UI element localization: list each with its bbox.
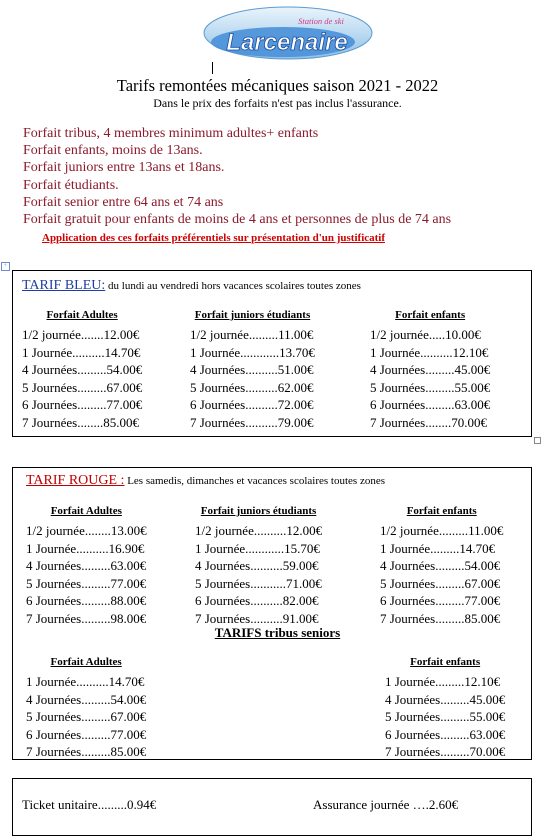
tarif-bleu-heading bbox=[22, 278, 361, 294]
column-header: Forfait Adultes bbox=[46, 309, 118, 321]
price-row: 1 Journée..........14.70€ bbox=[22, 344, 141, 360]
price-row: 4 Journées..........51.00€ bbox=[190, 362, 314, 377]
price-row: 5 Journées...........71.00€ bbox=[195, 575, 322, 591]
price-row: 1/2 journée........13.00€ bbox=[26, 523, 147, 538]
list-item: Forfait enfants, moins de 13ans. bbox=[23, 143, 203, 159]
tribus-enfants-column bbox=[385, 655, 505, 761]
list-item: Forfait senior entre 64 ans et 74 ans bbox=[23, 194, 224, 210]
list-item: Forfait tribus, 4 membres minimum adultes+ enfants bbox=[23, 126, 319, 141]
price-row: 5 Journées.........77.00€ bbox=[26, 575, 147, 591]
price-row: 4 Journées.........45.00€ bbox=[370, 362, 491, 377]
logo-top-text: Station de ski bbox=[298, 16, 344, 26]
price-row: 7 Journées........70.00€ bbox=[370, 414, 487, 430]
column-header: Forfait enfants bbox=[410, 656, 481, 668]
rouge-enfants-column bbox=[380, 504, 503, 627]
bleu-adultes-column bbox=[22, 308, 142, 431]
price-row: 1 Journée..........14.70€ bbox=[26, 674, 145, 689]
larcenaire-logo bbox=[203, 6, 373, 60]
assurance-journee: Assurance journée ….2.60€ bbox=[313, 797, 459, 812]
rouge-adultes-column bbox=[26, 504, 147, 627]
price-row: 1 Journée.........14.70€ bbox=[380, 540, 496, 556]
price-row: 6 Journées.........63.00€ bbox=[385, 726, 506, 742]
tarif-bleu-name: TARIF BLEU: bbox=[22, 278, 106, 293]
ticket-unitaire: Ticket unitaire.........0.94€ bbox=[22, 797, 157, 812]
column-header: Forfait enfants bbox=[406, 505, 477, 517]
table-move-handle-icon[interactable]: + bbox=[1, 262, 10, 271]
price-row: 7 Journées.........85.00€ bbox=[26, 744, 147, 759]
price-row: 6 Journées..........72.00€ bbox=[190, 397, 314, 412]
price-row: 5 Journées.........55.00€ bbox=[385, 709, 506, 724]
tribus-seniors-title: TARIFS tribus seniors bbox=[214, 625, 341, 640]
price-row: 7 Journées.........70.00€ bbox=[385, 744, 506, 759]
price-row: 5 Journées.........55.00€ bbox=[370, 379, 491, 395]
list-item: Forfait juniors entre 13ans et 18ans. bbox=[23, 160, 225, 176]
logo-name: Larcenaire bbox=[226, 29, 348, 56]
rouge-juniors-column bbox=[195, 504, 322, 627]
bleu-enfants-column bbox=[370, 308, 490, 431]
list-item: Forfait gratuit pour enfants de moins de 4 ans et personnes de plus de 74 ans bbox=[23, 212, 452, 228]
price-row: 1/2 journée.........11.00€ bbox=[380, 523, 504, 538]
price-row: 1/2 journée.....10.00€ bbox=[370, 327, 481, 342]
price-row: 6 Journées.........63.00€ bbox=[370, 397, 491, 412]
bleu-juniors-column bbox=[190, 308, 315, 431]
price-row: 1 Journée..........12.10€ bbox=[370, 344, 489, 360]
price-row: 7 Journées.........98.00€ bbox=[26, 610, 147, 626]
page-subtitle: Dans le prix des forfaits n'est pas inclus l'assurance. bbox=[153, 96, 402, 110]
price-row: 5 Journées.........67.00€ bbox=[380, 575, 501, 591]
price-row: 4 Journées..........59.00€ bbox=[195, 558, 319, 573]
price-row: 6 Journées.........77.00€ bbox=[22, 397, 143, 412]
price-row: 6 Journées..........82.00€ bbox=[195, 593, 319, 608]
price-row: 1 Journée............15.70€ bbox=[195, 540, 320, 556]
tarif-rouge-heading bbox=[26, 473, 385, 489]
price-row: 4 Journées.........54.00€ bbox=[22, 362, 143, 377]
price-row: 5 Journées..........62.00€ bbox=[190, 379, 314, 395]
tarif-rouge-description: Les samedis, dimanches et vacances scolaires toutes zones bbox=[127, 475, 385, 487]
price-row: 7 Journées.........85.00€ bbox=[380, 610, 501, 626]
column-header: Forfait juniors étudiants bbox=[194, 309, 311, 321]
column-header: Forfait enfants bbox=[395, 309, 466, 321]
justificatif-note: Application des ces forfaits préférentiels sur présentation d'un justificatif bbox=[42, 232, 386, 244]
price-row: 5 Journées.........67.00€ bbox=[26, 709, 147, 724]
price-row: 1/2 journée.........11.00€ bbox=[190, 327, 314, 342]
text-cursor bbox=[212, 62, 213, 74]
price-row: 4 Journées.........54.00€ bbox=[380, 558, 501, 573]
forfaits-list bbox=[23, 125, 451, 228]
price-row: 1/2 journée..........12.00€ bbox=[195, 523, 323, 538]
tribus-adultes-column bbox=[26, 655, 146, 761]
price-row: 6 Journées.........77.00€ bbox=[380, 593, 501, 608]
list-item: Forfait étudiants. bbox=[23, 177, 119, 193]
resize-handle[interactable] bbox=[534, 437, 541, 444]
price-row: 6 Journées.........88.00€ bbox=[26, 593, 147, 608]
price-row: 4 Journées.........63.00€ bbox=[26, 558, 147, 573]
price-row: 1 Journée..........16.90€ bbox=[26, 540, 145, 556]
column-header: Forfait juniors étudiants bbox=[200, 505, 317, 517]
price-row: 7 Journées..........91.00€ bbox=[195, 610, 319, 626]
price-row: 4 Journées.........45.00€ bbox=[385, 691, 506, 707]
tarif-bleu-description: du lundi au vendredi hors vacances scolaires toutes zones bbox=[108, 280, 361, 292]
price-row: 1 Journée.........12.10€ bbox=[385, 674, 501, 689]
page-title: Tarifs remontées mécaniques saison 2021 - 2022 bbox=[116, 76, 439, 95]
price-row: 7 Journées..........79.00€ bbox=[190, 414, 314, 430]
column-header: Forfait Adultes bbox=[50, 656, 122, 668]
price-row: 1 Journée............13.70€ bbox=[190, 344, 315, 360]
price-row: 7 Journées........85.00€ bbox=[22, 414, 139, 430]
price-row: 5 Journées.........67.00€ bbox=[22, 379, 143, 395]
tarif-rouge-name: TARIF ROUGE : bbox=[26, 473, 125, 488]
column-header: Forfait Adultes bbox=[50, 505, 122, 517]
price-row: 6 Journées.........77.00€ bbox=[26, 726, 147, 742]
price-row: 4 Journées.........54.00€ bbox=[26, 691, 147, 707]
price-row: 1/2 journée.......12.00€ bbox=[22, 327, 140, 342]
